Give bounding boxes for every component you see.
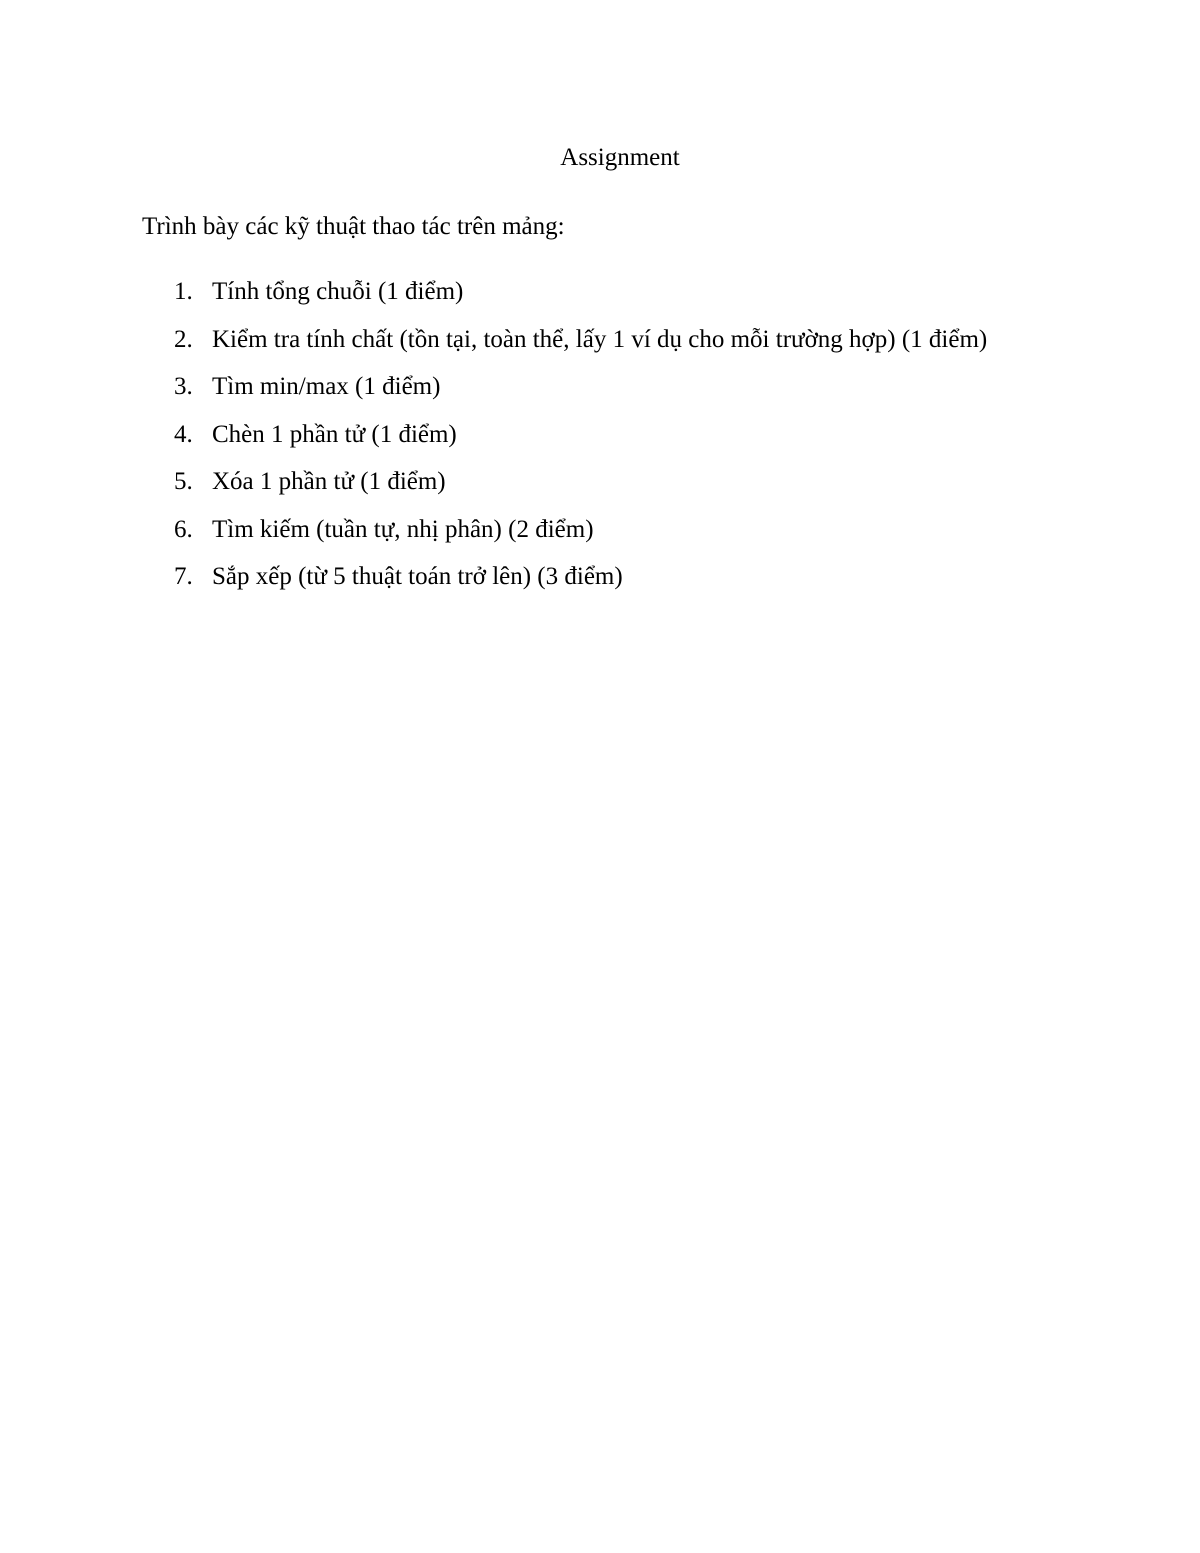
list-item-number: 7.	[174, 563, 193, 590]
list-item-text: Tính tổng chuỗi (1 điểm)	[212, 278, 464, 305]
document-title: Assignment	[560, 144, 680, 171]
list-item-number: 2.	[174, 325, 193, 353]
list-item-text: Chèn 1 phần tử (1 điểm)	[212, 420, 457, 448]
list-item-number: 5.	[174, 468, 193, 495]
list-item-text: Sắp xếp (từ 5 thuật toán trở lên) (3 điểm)	[212, 563, 623, 590]
list-item-number: 1.	[174, 278, 193, 305]
list-item-text: Kiểm tra tính chất (tồn tại, toàn thể, lấy 1 ví dụ cho mỗi trường hợp) (1 điểm)	[212, 325, 988, 353]
list-item-text: Tìm kiếm (tuần tự, nhị phân) (2 điểm)	[212, 515, 594, 543]
list-item-number: 3.	[174, 373, 193, 400]
intro-paragraph: Trình bày các kỹ thuật thao tác trên mảng:	[142, 213, 565, 240]
list-item-text: Xóa 1 phần tử (1 điểm)	[212, 468, 446, 495]
list-item-number: 4.	[174, 420, 193, 448]
list-item-text: Tìm min/max (1 điểm)	[212, 373, 441, 400]
list-item-number: 6.	[174, 515, 193, 543]
